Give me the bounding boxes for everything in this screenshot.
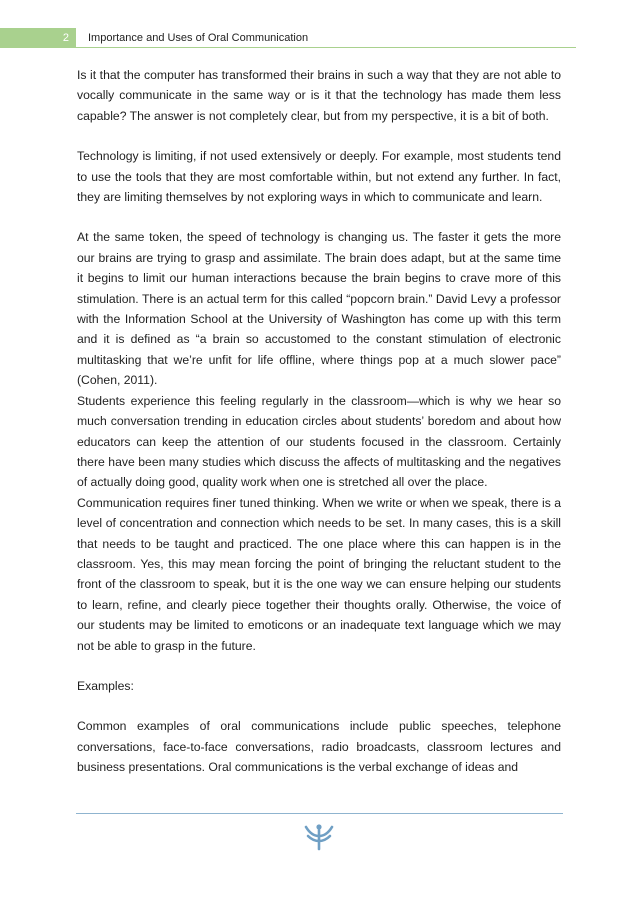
header-divider — [76, 47, 576, 48]
header-title: Importance and Uses of Oral Communication — [88, 32, 309, 44]
paragraph-4: Students experience this feeling regularly in the classroom—which is why we hear so much conversation trending in education circles about students’ boredom and about how educators can keep the attention of our students focused in the classroom. Certainly there have been many studies which discuss the affects of multitasking and the negatives of actually doing good, quality work when one is stretched all over the place. — [77, 393, 561, 490]
page-header — [0, 28, 638, 48]
paragraph-6: Common examples of oral communications include public speeches, telephone conversations, face-to-face conversations, radio broadcasts, classroom lectures and business presentations. Oral communications is the verbal exchange of ideas and — [77, 719, 561, 775]
paragraph-5: Communication requires finer tuned thinking. When we write or when we speak, there is a level of concentration and connection which needs to be set. In many cases, this is a skill that needs to be taught and practiced. The one place where this can happen is in the classroom. Yes, this may mean forcing the point of bringing the reluctant student to the front of the classroom to speak, but it is the one way we can ensure helping our students to learn, refine, and clearly piece together their thoughts orally. Otherwise, the voice of our students may be limited to emoticons or an inadequate text language which we may not be able to grasp in the future. — [77, 495, 561, 653]
paragraph-1: Is it that the computer has transformed their brains in such a way that they are not able to vocally communicate in the same way or is it that the technology has made them less capable? The answer is not completely clear, but from my perspective, it is a bit of both. — [77, 68, 561, 123]
page-number: 2 — [0, 28, 76, 48]
paragraph-3: At the same token, the speed of technology is changing us. The faster it gets the more our brains are trying to grasp and assimilate. The brain does adapt, but at the same time it begins to limit our human interactions because the brain begins to crave more of this stimulation. There is an actual term for this called “popcorn brain.” David Levy a professor with the Information School at the University of Washington has come up with this term and it is defined as “a brain so accustomed to the constant stimulation of electronic multitasking that we’re unfit for life offline, where things pop at a much slower pace” (Cohen, 2011). — [77, 230, 561, 388]
footer-divider — [76, 813, 563, 814]
paragraph-2: Technology is limiting, if not used extensively or deeply. For example, most students tend to use the tools that they are most comfortable within, but not extend any further. In fact, they are limiting themselves by not exploring ways in which to communicate and learn. — [77, 149, 561, 205]
tree-ornament-icon — [301, 821, 337, 851]
body-text — [77, 65, 561, 778]
examples-heading: Examples: — [77, 678, 134, 693]
